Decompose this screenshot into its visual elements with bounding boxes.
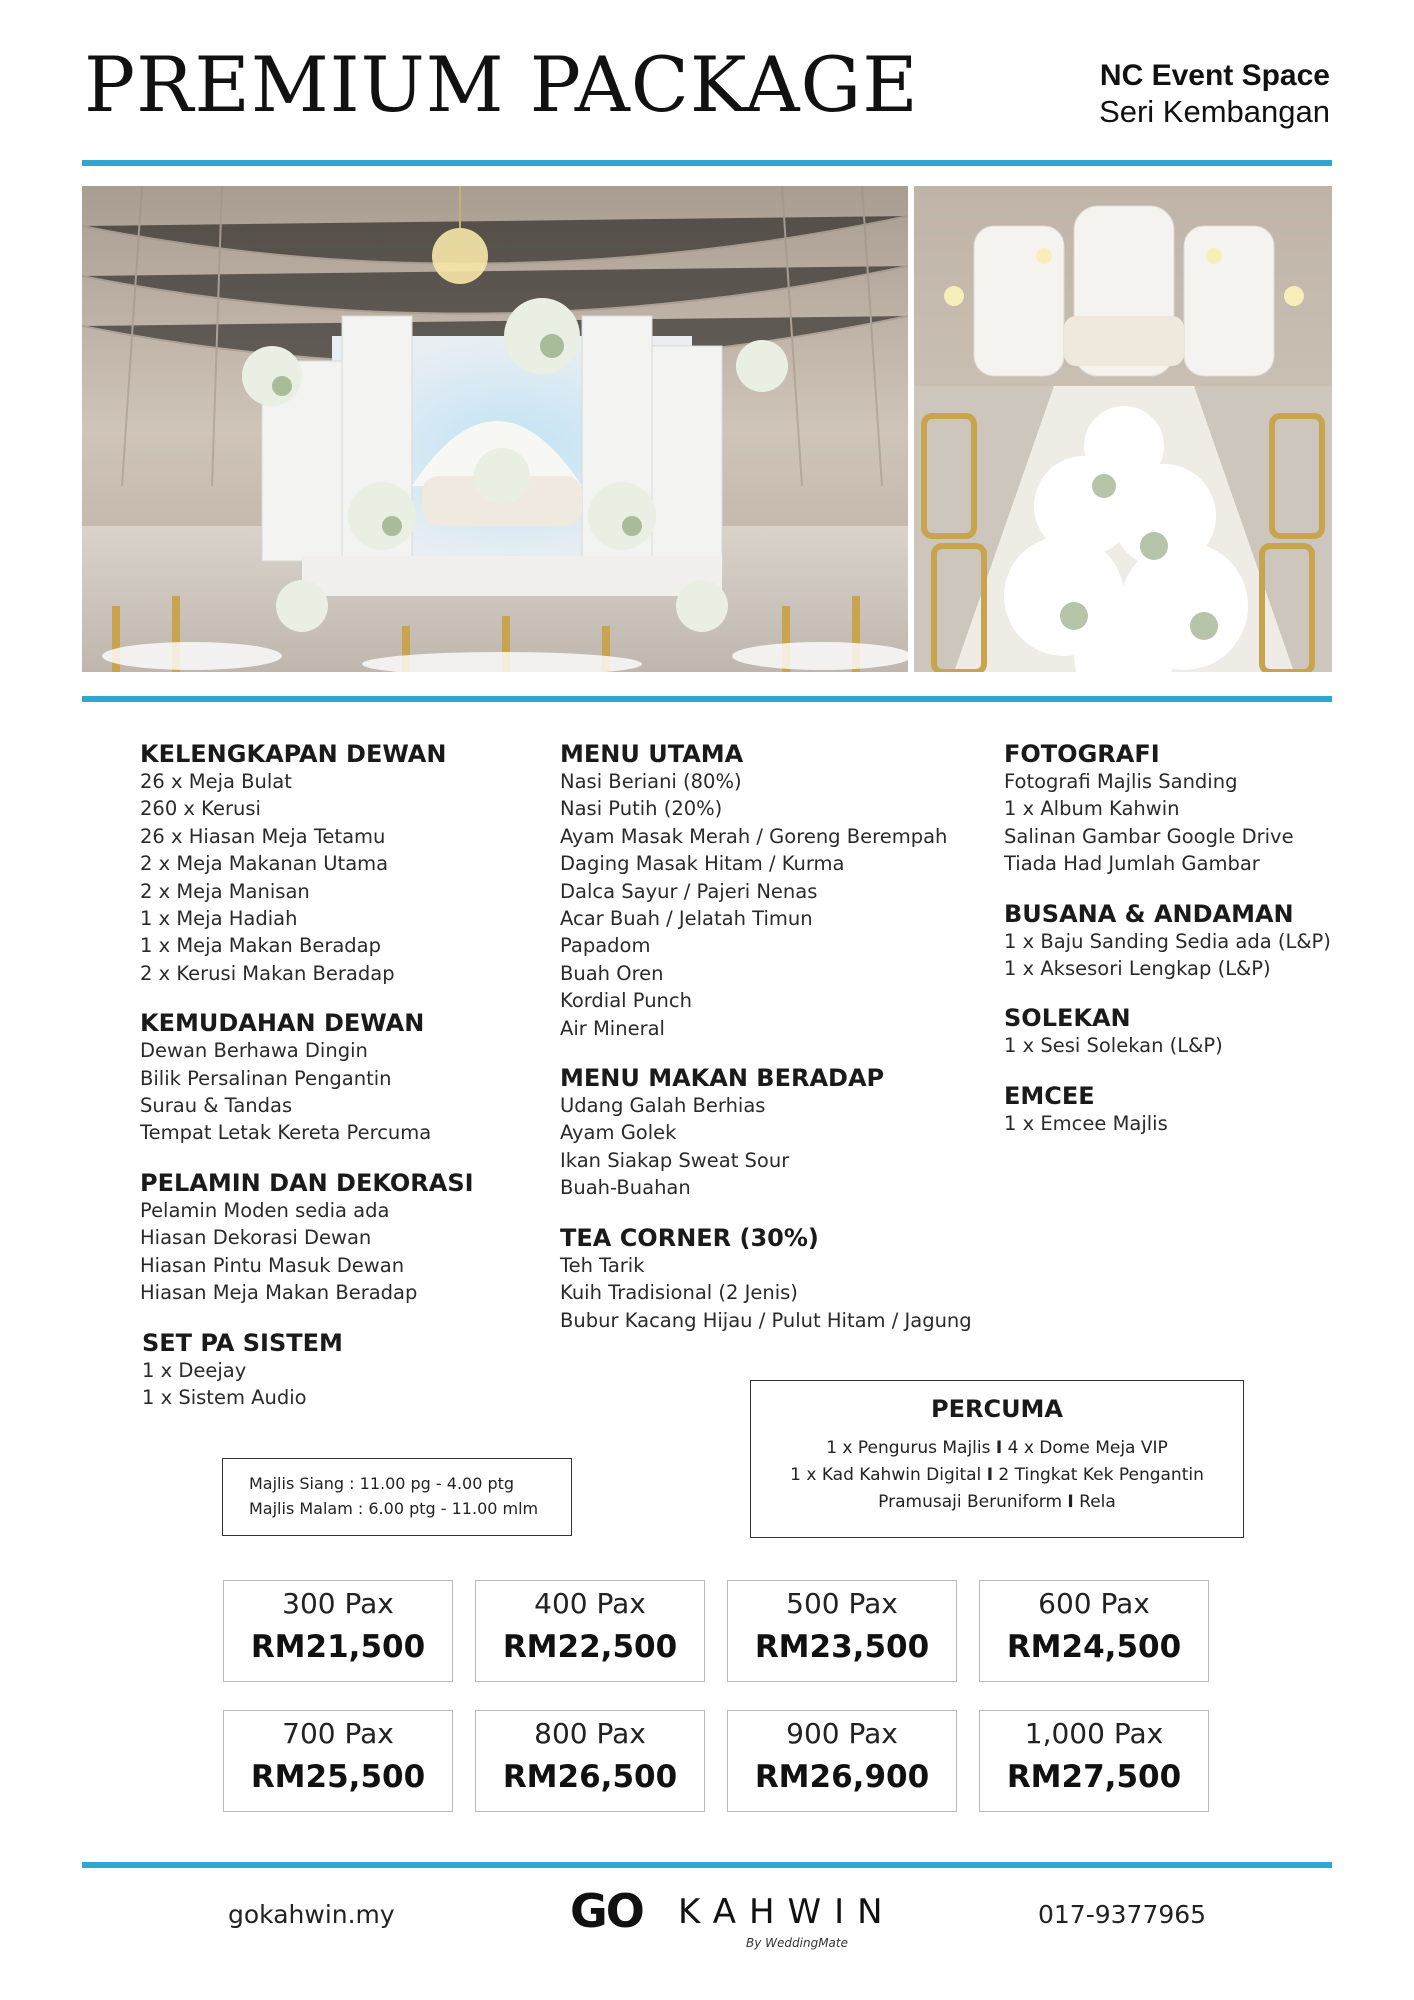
- section-heading: SOLEKAN: [1004, 1004, 1131, 1033]
- percuma-heading: PERCUMA: [930, 1395, 1064, 1423]
- percuma-line-3: [751, 1489, 1243, 1516]
- list-item: Udang Galah Berhias: [560, 1094, 766, 1118]
- price-card-700: [223, 1710, 453, 1812]
- logo-kahwin: KAHWIN: [678, 1892, 896, 1932]
- price-value: RM26,900: [754, 1759, 930, 1795]
- percuma-line-1: [751, 1435, 1243, 1462]
- list-item: Acar Buah / Jelatah Timun: [560, 907, 813, 931]
- footer-divider: [82, 1862, 1332, 1868]
- section-heading: TEA CORNER (30%): [560, 1223, 819, 1252]
- section-solekan: [1004, 1004, 1331, 1059]
- list-item: Buah Oren: [560, 961, 664, 985]
- logo-byline: By WeddingMate: [746, 1936, 848, 1950]
- separator: I: [995, 1438, 1003, 1458]
- price-card-900: [727, 1710, 957, 1812]
- list-item: Nasi Beriani (80%): [560, 770, 742, 793]
- venue-name: NC Event Space: [1099, 59, 1330, 92]
- section-fotografi: [1004, 740, 1331, 878]
- section-pa-sistem: [142, 1329, 474, 1412]
- list-item: 1 x Meja Makan Beradap: [140, 934, 382, 958]
- list-item: 26 x Meja Bulat: [140, 770, 292, 793]
- list-item: Dalca Sayur / Pajeri Nenas: [560, 879, 818, 903]
- section-kemudahan-dewan: [140, 1009, 474, 1147]
- price-card-800: [475, 1710, 705, 1812]
- time-siang: Majlis Siang : 11.00 pg - 4.00 ptg: [249, 1474, 515, 1493]
- venue-info: [1099, 58, 1330, 130]
- list-item: Hiasan Pintu Masuk Dewan: [140, 1253, 405, 1277]
- list-item: Kordial Punch: [560, 989, 692, 1013]
- list-item: Daging Masak Hitam / Kurma: [560, 852, 845, 876]
- section-busana-andaman: [1004, 900, 1331, 983]
- section-menu-utama: [560, 740, 972, 1042]
- price-value: RM27,500: [1006, 1759, 1182, 1795]
- section-heading: BUSANA & ANDAMAN: [1004, 899, 1294, 928]
- section-heading: KEMUDAHAN DEWAN: [140, 1009, 425, 1038]
- section-heading: PELAMIN DAN DEKORASI: [140, 1168, 474, 1197]
- list-item: Ayam Golek: [560, 1121, 677, 1145]
- list-item: 1 x Meja Hadiah: [140, 907, 298, 931]
- percuma-item: Rela: [1079, 1492, 1116, 1512]
- percuma-item: 4 x Dome Meja VIP: [1007, 1438, 1168, 1458]
- section-kelengkapan-dewan: [140, 740, 474, 987]
- list-item: 26 x Hiasan Meja Tetamu: [140, 824, 386, 848]
- price-card-500: [727, 1580, 957, 1682]
- price-value: RM24,500: [1006, 1629, 1182, 1665]
- price-value: RM26,500: [502, 1759, 678, 1795]
- pax-label: 1,000 Pax: [1024, 1717, 1164, 1750]
- separator: I: [1067, 1492, 1074, 1512]
- list-item: 1 x Album Kahwin: [1004, 797, 1180, 821]
- price-card-300: [223, 1580, 453, 1682]
- list-item: Tiada Had Jumlah Gambar: [1004, 852, 1260, 876]
- list-item: Ayam Masak Merah / Goreng Berempah: [560, 824, 948, 848]
- price-value: RM25,500: [250, 1759, 426, 1795]
- list-item: Buah-Buahan: [560, 1176, 691, 1200]
- list-item: 2 x Meja Makanan Utama: [140, 852, 389, 876]
- photo-divider: [82, 696, 1332, 702]
- list-item: Pelamin Moden sedia ada: [140, 1198, 390, 1222]
- column-1: [140, 740, 474, 1433]
- column-2: [560, 740, 972, 1356]
- gokahwin-logo: [570, 1884, 896, 1954]
- list-item: 1 x Aksesori Lengkap (L&P): [1004, 957, 1271, 981]
- list-item: Teh Tarik: [560, 1253, 645, 1277]
- list-item: Bubur Kacang Hijau / Pulut Hitam / Jagung: [560, 1308, 972, 1332]
- list-item: Hiasan Meja Makan Beradap: [140, 1281, 418, 1305]
- section-emcee: [1004, 1082, 1331, 1137]
- list-item: 1 x Deejay: [142, 1358, 247, 1382]
- venue-location: Seri Kembangan: [1099, 94, 1330, 129]
- event-times-box: [222, 1458, 572, 1536]
- section-heading: SET PA SISTEM: [142, 1328, 343, 1357]
- percuma-box: [750, 1380, 1244, 1538]
- pax-label: 800 Pax: [534, 1717, 646, 1750]
- list-item: 1 x Baju Sanding Sedia ada (L&P): [1004, 929, 1331, 953]
- section-pelamin-dekorasi: [140, 1169, 474, 1307]
- pax-label: 500 Pax: [786, 1587, 898, 1620]
- list-item: Nasi Putih (20%): [560, 797, 723, 821]
- time-malam: Majlis Malam : 6.00 ptg - 11.00 mlm: [249, 1499, 539, 1518]
- list-item: 2 x Kerusi Makan Beradap: [140, 961, 395, 985]
- list-item: Salinan Gambar Google Drive: [1004, 824, 1294, 848]
- price-value: RM23,500: [754, 1629, 930, 1665]
- price-card-1000: [979, 1710, 1209, 1812]
- section-heading: EMCEE: [1004, 1081, 1095, 1110]
- section-tea-corner: [560, 1224, 972, 1334]
- website-link[interactable]: gokahwin.my: [228, 1900, 395, 1929]
- percuma-item: 1 x Pengurus Majlis: [826, 1438, 991, 1458]
- pax-label: 600 Pax: [1038, 1587, 1150, 1620]
- dining-table-photo: [914, 186, 1332, 672]
- percuma-line-2: [751, 1462, 1243, 1489]
- list-item: Tempat Letak Kereta Percuma: [140, 1121, 432, 1145]
- section-heading: MENU MAKAN BERADAP: [560, 1064, 885, 1093]
- hall-stage-photo: [82, 186, 908, 672]
- list-item: Kuih Tradisional (2 Jenis): [560, 1281, 798, 1305]
- price-card-400: [475, 1580, 705, 1682]
- list-item: Hiasan Dekorasi Dewan: [140, 1226, 372, 1250]
- list-item: 1 x Emcee Majlis: [1004, 1111, 1168, 1135]
- list-item: Bilik Persalinan Pengantin: [140, 1066, 392, 1090]
- list-item: Dewan Berhawa Dingin: [140, 1039, 368, 1063]
- price-value: RM21,500: [250, 1629, 426, 1665]
- list-item: Papadom: [560, 934, 651, 958]
- percuma-item: Pramusaji Beruniform: [878, 1492, 1063, 1512]
- separator: I: [986, 1465, 994, 1485]
- page-title: PREMIUM PACKAGE: [84, 40, 919, 129]
- pax-label: 400 Pax: [534, 1587, 646, 1620]
- column-3: [1004, 740, 1331, 1159]
- list-item: Fotografi Majlis Sanding: [1004, 770, 1238, 793]
- list-item: Surau & Tandas: [140, 1094, 293, 1118]
- top-divider: [82, 160, 1332, 166]
- list-item: 260 x Kerusi: [140, 797, 261, 821]
- pax-label: 900 Pax: [786, 1717, 898, 1750]
- phone-number[interactable]: 017-9377965: [1038, 1900, 1207, 1929]
- price-value: RM22,500: [502, 1629, 678, 1665]
- section-heading: FOTOGRAFI: [1004, 740, 1160, 768]
- list-item: 1 x Sesi Solekan (L&P): [1004, 1034, 1223, 1058]
- list-item: Air Mineral: [560, 1016, 665, 1040]
- list-item: 1 x Sistem Audio: [142, 1385, 307, 1409]
- price-card-600: [979, 1580, 1209, 1682]
- percuma-item: 2 Tingkat Kek Pengantin: [998, 1465, 1204, 1485]
- logo-go: GO: [570, 1884, 643, 1938]
- section-heading: MENU UTAMA: [560, 740, 744, 768]
- list-item: Ikan Siakap Sweat Sour: [560, 1148, 790, 1172]
- section-heading: KELENGKAPAN DEWAN: [140, 740, 447, 768]
- pax-label: 700 Pax: [282, 1717, 394, 1750]
- percuma-item: 1 x Kad Kahwin Digital: [790, 1465, 982, 1485]
- section-menu-makan-beradap: [560, 1064, 972, 1202]
- list-item: 2 x Meja Manisan: [140, 879, 310, 903]
- pax-label: 300 Pax: [282, 1587, 394, 1620]
